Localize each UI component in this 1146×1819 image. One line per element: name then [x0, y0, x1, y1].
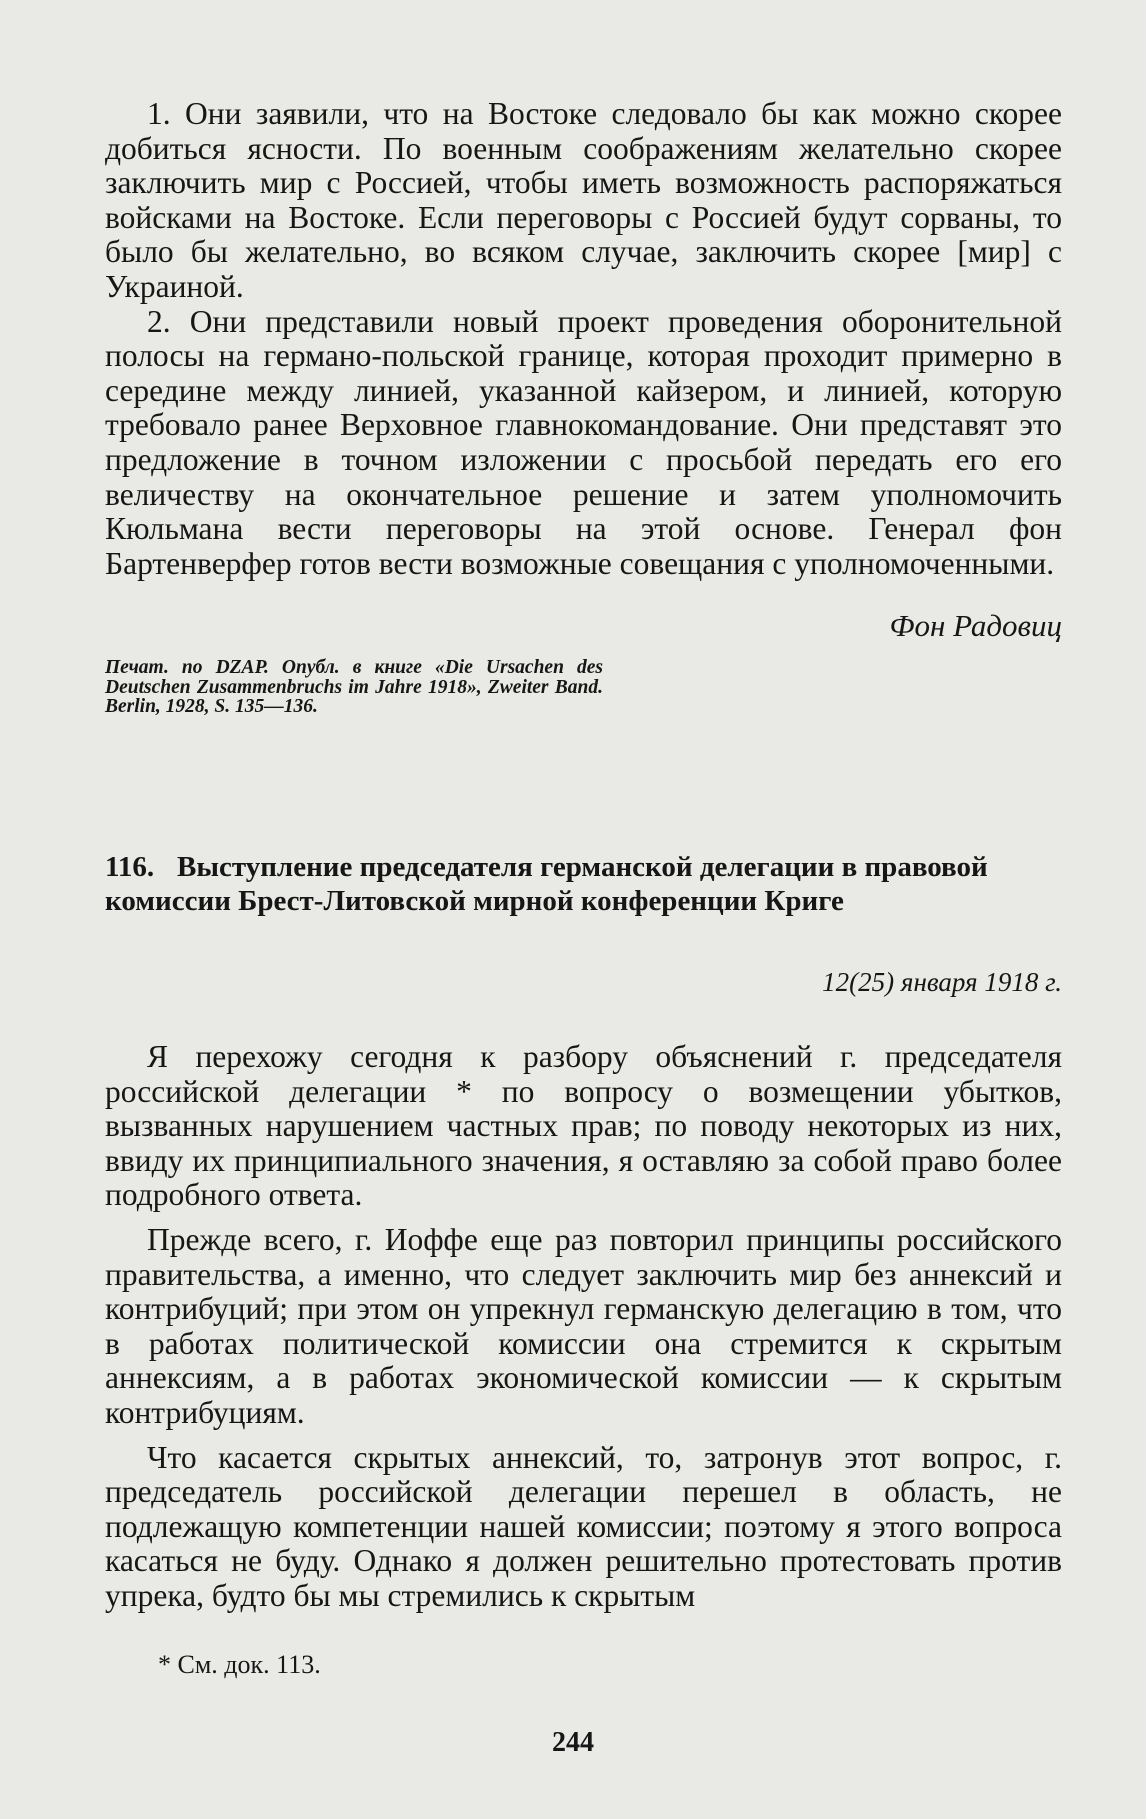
paragraph-3: Я перехожу сегодня к разбору объяснений г. председателя российской делегации * по вопросу о возмещении убытков, вызванных нарушением частных прав; по поводу некоторых из них, ввиду их принципиального значения, я оставляю за собой право более подробного ответа.: [105, 1039, 1062, 1213]
signature: Фон Радовиц: [889, 608, 1062, 643]
footnote: * См. док. 113.: [158, 1650, 321, 1679]
paragraph-2: 2. Они представили новый проект проведения оборонительной полосы на германо-польской границе, которая проходит примерно в середине между линией, указанной кайзером, и линией, которую требовало ранее Верховное главнокомандование. Они представят это предложение в точном изложении с просьбой передать его его величеству на окончательное решение и затем уполномочить Кюльмана вести переговоры на этой основе. Генерал фон Бартенверфер готов вести возможные совещания с уполномоченными.: [105, 303, 1062, 581]
document-number: 116.: [105, 851, 155, 883]
page-number: 244: [552, 1727, 594, 1758]
document-title: Выступление председателя германской делегации в правовой комиссии Брест-Литовской мирной конференции Криге: [105, 851, 988, 917]
source-citation: Печат. по DZAP. Опубл. в книге «Die Ursachen des Deutschen Zusammenbruchs im Jahre 1918», Zweiter Band. Berlin, 1928, S. 135—136.: [105, 657, 603, 717]
document-date: 12(25) января 1918 г.: [822, 967, 1062, 997]
section-continuation: [105, 97, 1062, 581]
paragraph-5: Что касается скрытых аннексий, то, затронув этот вопрос, г. председатель российской делегации перешел в область, не подлежащую компетенции нашей комиссии; поэтому я этого вопроса касаться не буду. Однако я должен решительно протестовать против упрека, будто бы мы стремились к скрытым: [105, 1439, 1062, 1613]
paragraph-1: 1. Они заявили, что на Востоке следовало бы как можно скорее добиться ясности. По военным соображениям желательно скорее заключить мир с Россией, чтобы иметь возможность распоряжаться войсками на Востоке. Если переговоры с Россией будут сорваны, то было бы желательно, во всяком случае, заключить скорее [мир] с Украиной.: [105, 96, 1062, 304]
paragraph-4: Прежде всего, г. Иоффе еще раз повторил принципы российского правительства, а именно, что следует заключить мир без аннексий и контрибуций; при этом он упрекнул германскую делегацию в том, что в работах политической комиссии она стремится к скрытым аннексиям, а в работах экономической комиссии — к скрытым контрибуциям.: [105, 1221, 1062, 1430]
document-body: [105, 1040, 1062, 1614]
document-heading: [105, 850, 1063, 918]
